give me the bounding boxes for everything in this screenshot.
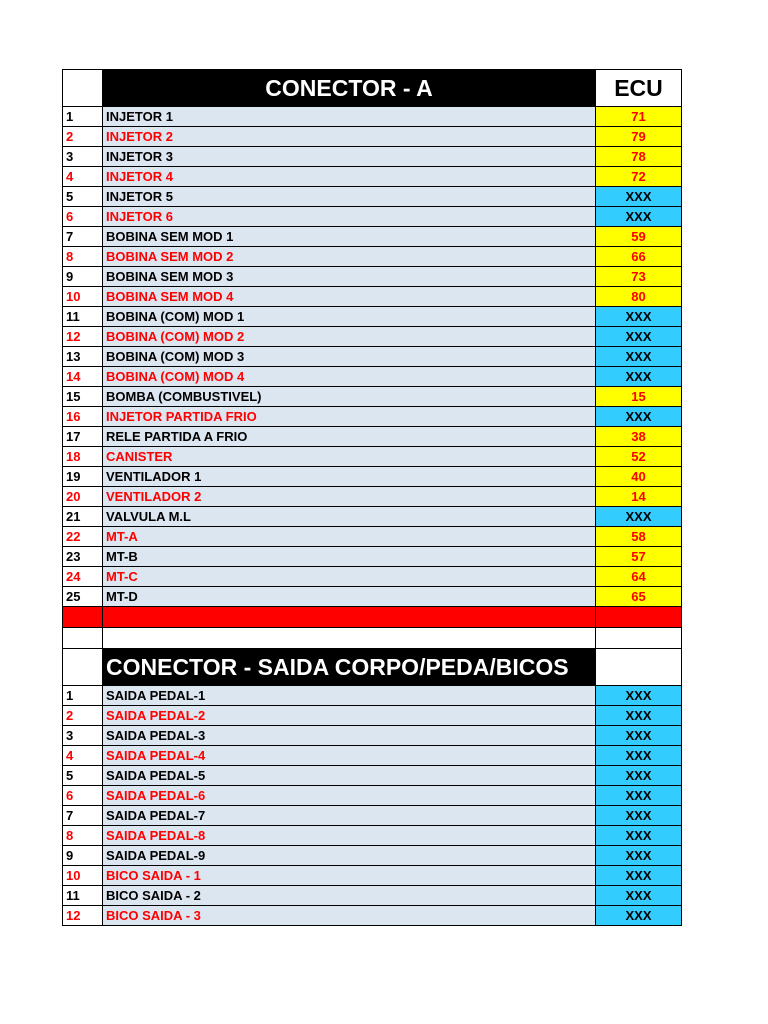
pin-number-cell: 3 [63, 726, 103, 746]
ecu-pin-cell: 59 [596, 227, 682, 247]
signal-name-cell: VALVULA M.L [103, 507, 596, 527]
signal-name-cell: INJETOR 3 [103, 147, 596, 167]
pin-number-cell: 12 [63, 327, 103, 347]
pin-number-cell: 16 [63, 407, 103, 427]
table-row [63, 467, 682, 487]
table-row [63, 187, 682, 207]
pin-number-cell: 18 [63, 447, 103, 467]
signal-name-cell: INJETOR 6 [103, 207, 596, 227]
table-row [63, 826, 682, 846]
table-row [63, 167, 682, 187]
signal-name-cell: SAIDA PEDAL-6 [103, 786, 596, 806]
ecu-pin-cell: XXX [596, 686, 682, 706]
table-row [63, 587, 682, 607]
section-b-title: CONECTOR - SAIDA CORPO/PEDA/BICOS [103, 649, 596, 686]
table-row [63, 367, 682, 387]
empty-cell [63, 628, 103, 649]
table-row [63, 846, 682, 866]
ecu-pin-cell: 58 [596, 527, 682, 547]
ecu-pin-cell: XXX [596, 407, 682, 427]
table-row [63, 886, 682, 906]
ecu-pin-cell: 38 [596, 427, 682, 447]
pin-number-cell: 11 [63, 307, 103, 327]
signal-name-cell: SAIDA PEDAL-4 [103, 746, 596, 766]
header-blank-cell [63, 649, 103, 686]
ecu-pin-cell: 73 [596, 267, 682, 287]
signal-name-cell: MT-D [103, 587, 596, 607]
table-row [63, 207, 682, 227]
pin-number-cell: 1 [63, 107, 103, 127]
signal-name-cell: CANISTER [103, 447, 596, 467]
ecu-pin-cell: 72 [596, 167, 682, 187]
signal-name-cell: BOBINA SEM MOD 1 [103, 227, 596, 247]
table-row [63, 726, 682, 746]
ecu-pin-cell: XXX [596, 886, 682, 906]
signal-name-cell: BOBINA SEM MOD 4 [103, 287, 596, 307]
signal-name-cell: INJETOR 1 [103, 107, 596, 127]
red-bar-cell [63, 607, 103, 628]
ecu-pin-cell: 66 [596, 247, 682, 267]
signal-name-cell: BICO SAIDA - 2 [103, 886, 596, 906]
table-row [63, 527, 682, 547]
ecu-pin-cell: 80 [596, 287, 682, 307]
ecu-pin-cell: XXX [596, 347, 682, 367]
ecu-pin-cell: XXX [596, 746, 682, 766]
section-a-title: CONECTOR - A [103, 70, 596, 107]
signal-name-cell: VENTILADOR 2 [103, 487, 596, 507]
signal-name-cell: SAIDA PEDAL-3 [103, 726, 596, 746]
section-b [63, 649, 682, 926]
ecu-pin-cell: XXX [596, 307, 682, 327]
pin-number-cell: 8 [63, 826, 103, 846]
table-row [63, 327, 682, 347]
pin-number-cell: 5 [63, 187, 103, 207]
empty-cell [596, 628, 682, 649]
signal-name-cell: BOBINA (COM) MOD 2 [103, 327, 596, 347]
signal-name-cell: BOBINA (COM) MOD 3 [103, 347, 596, 367]
ecu-pin-cell: XXX [596, 906, 682, 926]
table-row [63, 427, 682, 447]
pin-number-cell: 8 [63, 247, 103, 267]
ecu-pin-cell: 52 [596, 447, 682, 467]
ecu-pin-cell: XXX [596, 826, 682, 846]
section-a [63, 70, 682, 607]
pin-number-cell: 6 [63, 786, 103, 806]
ecu-column-header: ECU [596, 70, 682, 107]
pin-number-cell: 24 [63, 567, 103, 587]
section-b-header-row [63, 649, 682, 686]
table-row [63, 806, 682, 826]
ecu-pin-cell: 57 [596, 547, 682, 567]
pin-number-cell: 25 [63, 587, 103, 607]
pin-number-cell: 7 [63, 227, 103, 247]
pin-number-cell: 6 [63, 207, 103, 227]
table-row [63, 287, 682, 307]
pin-number-cell: 10 [63, 866, 103, 886]
signal-name-cell: BOMBA (COMBUSTIVEL) [103, 387, 596, 407]
ecu-pin-cell: XXX [596, 507, 682, 527]
ecu-pin-cell: XXX [596, 866, 682, 886]
ecu-pin-cell: 79 [596, 127, 682, 147]
table-row [63, 906, 682, 926]
pin-number-cell: 21 [63, 507, 103, 527]
empty-row [63, 628, 682, 649]
ecu-pin-cell: XXX [596, 706, 682, 726]
table-row [63, 387, 682, 407]
signal-name-cell: VENTILADOR 1 [103, 467, 596, 487]
pin-number-cell: 4 [63, 167, 103, 187]
pin-number-cell: 11 [63, 886, 103, 906]
pin-number-cell: 2 [63, 127, 103, 147]
signal-name-cell: RELE PARTIDA A FRIO [103, 427, 596, 447]
pin-number-cell: 4 [63, 746, 103, 766]
signal-name-cell: MT-A [103, 527, 596, 547]
red-separator-row [63, 607, 682, 628]
ecu-pin-cell: XXX [596, 786, 682, 806]
signal-name-cell: SAIDA PEDAL-8 [103, 826, 596, 846]
table-row [63, 786, 682, 806]
signal-name-cell: INJETOR PARTIDA FRIO [103, 407, 596, 427]
pinout-table [62, 69, 682, 926]
pin-number-cell: 20 [63, 487, 103, 507]
table-row [63, 686, 682, 706]
ecu-pin-cell: XXX [596, 846, 682, 866]
signal-name-cell: BOBINA SEM MOD 3 [103, 267, 596, 287]
ecu-pin-cell: XXX [596, 726, 682, 746]
pin-number-cell: 3 [63, 147, 103, 167]
pin-number-cell: 19 [63, 467, 103, 487]
ecu-pin-cell: XXX [596, 806, 682, 826]
ecu-pin-cell: XXX [596, 207, 682, 227]
table-row [63, 347, 682, 367]
ecu-pin-cell: 78 [596, 147, 682, 167]
pin-number-cell: 14 [63, 367, 103, 387]
table-row [63, 407, 682, 427]
ecu-pin-cell: 64 [596, 567, 682, 587]
table-row [63, 507, 682, 527]
signal-name-cell: SAIDA PEDAL-5 [103, 766, 596, 786]
table-row [63, 766, 682, 786]
ecu-pin-cell: XXX [596, 367, 682, 387]
table-row [63, 127, 682, 147]
pin-number-cell: 9 [63, 846, 103, 866]
pin-number-cell: 2 [63, 706, 103, 726]
table-row [63, 107, 682, 127]
ecu-pin-cell: XXX [596, 766, 682, 786]
table-row [63, 706, 682, 726]
pin-number-cell: 5 [63, 766, 103, 786]
signal-name-cell: BOBINA SEM MOD 2 [103, 247, 596, 267]
signal-name-cell: BOBINA (COM) MOD 1 [103, 307, 596, 327]
pin-number-cell: 13 [63, 347, 103, 367]
ecu-pin-cell: 71 [596, 107, 682, 127]
pin-number-cell: 22 [63, 527, 103, 547]
signal-name-cell: INJETOR 2 [103, 127, 596, 147]
ecu-pin-cell: XXX [596, 327, 682, 347]
table-row [63, 307, 682, 327]
section-separator [63, 607, 682, 649]
signal-name-cell: MT-B [103, 547, 596, 567]
pin-number-cell: 7 [63, 806, 103, 826]
table-row [63, 487, 682, 507]
pin-number-cell: 15 [63, 387, 103, 407]
header-blank-cell [63, 70, 103, 107]
table-row [63, 547, 682, 567]
table-row [63, 147, 682, 167]
signal-name-cell: BICO SAIDA - 3 [103, 906, 596, 926]
pin-number-cell: 1 [63, 686, 103, 706]
signal-name-cell: INJETOR 5 [103, 187, 596, 207]
signal-name-cell: INJETOR 4 [103, 167, 596, 187]
pin-number-cell: 23 [63, 547, 103, 567]
signal-name-cell: MT-C [103, 567, 596, 587]
header-blank-cell [596, 649, 682, 686]
signal-name-cell: SAIDA PEDAL-1 [103, 686, 596, 706]
ecu-pin-cell: 14 [596, 487, 682, 507]
pin-number-cell: 12 [63, 906, 103, 926]
signal-name-cell: SAIDA PEDAL-9 [103, 846, 596, 866]
table-row [63, 227, 682, 247]
pin-number-cell: 17 [63, 427, 103, 447]
signal-name-cell: SAIDA PEDAL-2 [103, 706, 596, 726]
table-row [63, 567, 682, 587]
ecu-pin-cell: XXX [596, 187, 682, 207]
empty-cell [103, 628, 596, 649]
ecu-pin-cell: 65 [596, 587, 682, 607]
section-a-header-row [63, 70, 682, 107]
ecu-pin-cell: 15 [596, 387, 682, 407]
signal-name-cell: BOBINA (COM) MOD 4 [103, 367, 596, 387]
pin-number-cell: 10 [63, 287, 103, 307]
table-row [63, 866, 682, 886]
signal-name-cell: BICO SAIDA - 1 [103, 866, 596, 886]
table-row [63, 447, 682, 467]
red-bar-cell [103, 607, 596, 628]
table-row [63, 247, 682, 267]
table-row [63, 746, 682, 766]
signal-name-cell: SAIDA PEDAL-7 [103, 806, 596, 826]
red-bar-cell [596, 607, 682, 628]
ecu-pin-cell: 40 [596, 467, 682, 487]
pin-number-cell: 9 [63, 267, 103, 287]
table-row [63, 267, 682, 287]
